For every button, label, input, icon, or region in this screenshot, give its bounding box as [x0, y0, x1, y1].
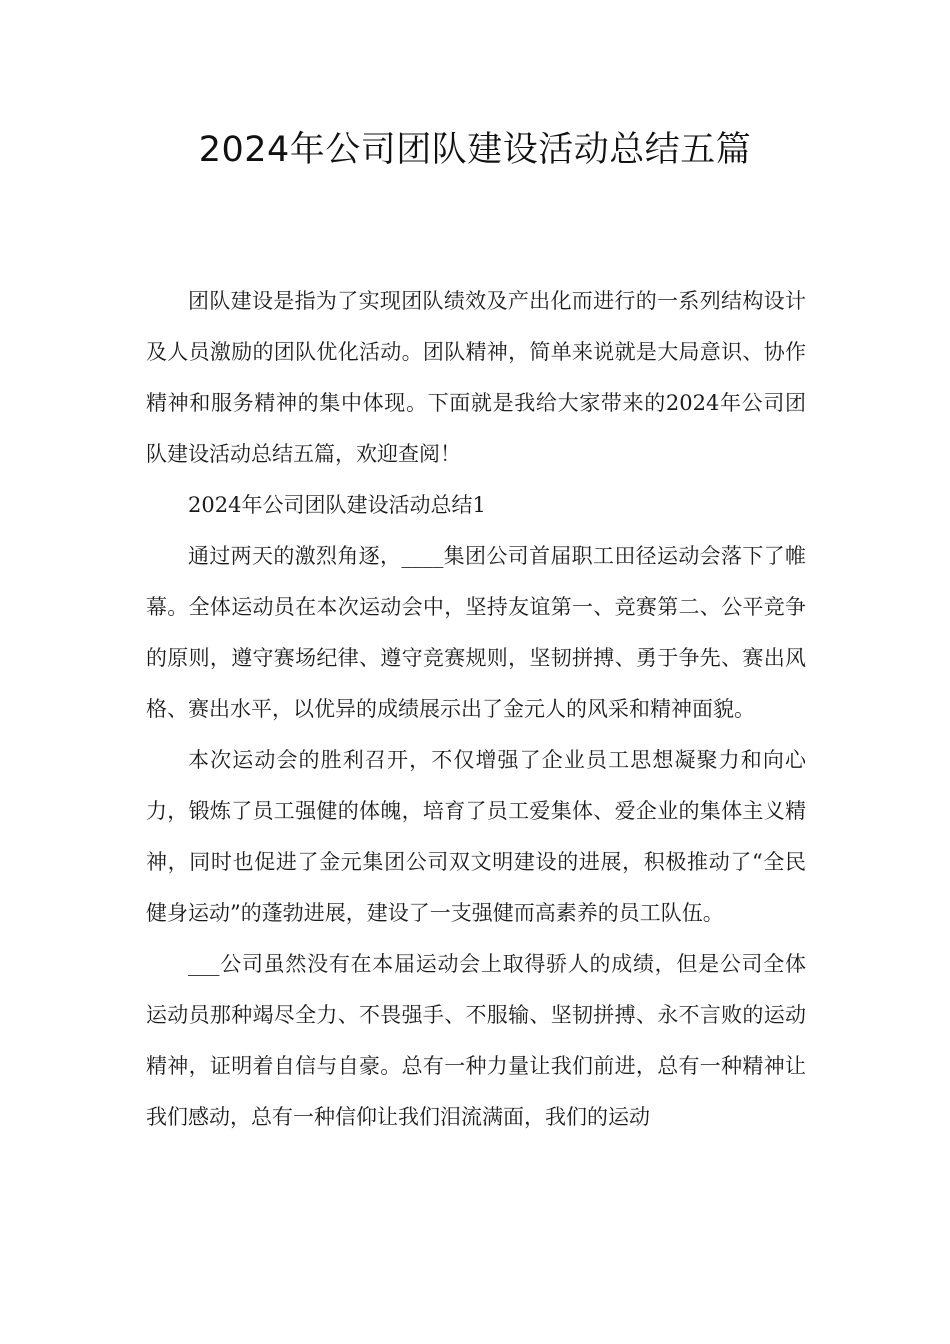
document-title: 2024年公司团队建设活动总结五篇	[198, 130, 752, 170]
intro-paragraph: 团队建设是指为了实现团队绩效及产出化而进行的一系列结构设计及人员激励的团队优化活动。团队精神，简单来说就是大局意识、协作精神和服务精神的集中体现。下面就是我给大家带来的2024年公司团队建设活动总结五篇，欢迎查阅！	[146, 289, 806, 466]
section-heading: 2024年公司团队建设活动总结1	[188, 493, 486, 517]
document-body	[146, 276, 806, 1143]
body-paragraph: ___公司虽然没有在本届运动会上取得骄人的成绩，但是公司全体运动员那种竭尽全力、不畏强手、不服输、坚韧拼搏、永不言败的运动精神，证明着自信与自豪。总有一种力量让我们前进，总有一种精神让我们感动，总有一种信仰让我们泪流满面，我们的运动	[146, 952, 806, 1129]
body-paragraph: 本次运动会的胜利召开，不仅增强了企业员工思想凝聚力和向心力，锻炼了员工强健的体魄，培育了员工爱集体、爱企业的集体主义精神，同时也促进了金元集团公司双文明建设的进展，积极推动了“全民健身运动”的蓬勃进展，建设了一支强健而高素养的员工队伍。	[146, 748, 806, 925]
body-paragraph: 通过两天的激烈角逐，____集团公司首届职工田径运动会落下了帷幕。全体运动员在本次运动会中，坚持友谊第一、竞赛第二、公平竞争的原则，遵守赛场纪律、遵守竞赛规则，坚韧拼搏、勇于争先、赛出风格、赛出水平，以优异的成绩展示出了金元人的风采和精神面貌。	[146, 544, 806, 721]
